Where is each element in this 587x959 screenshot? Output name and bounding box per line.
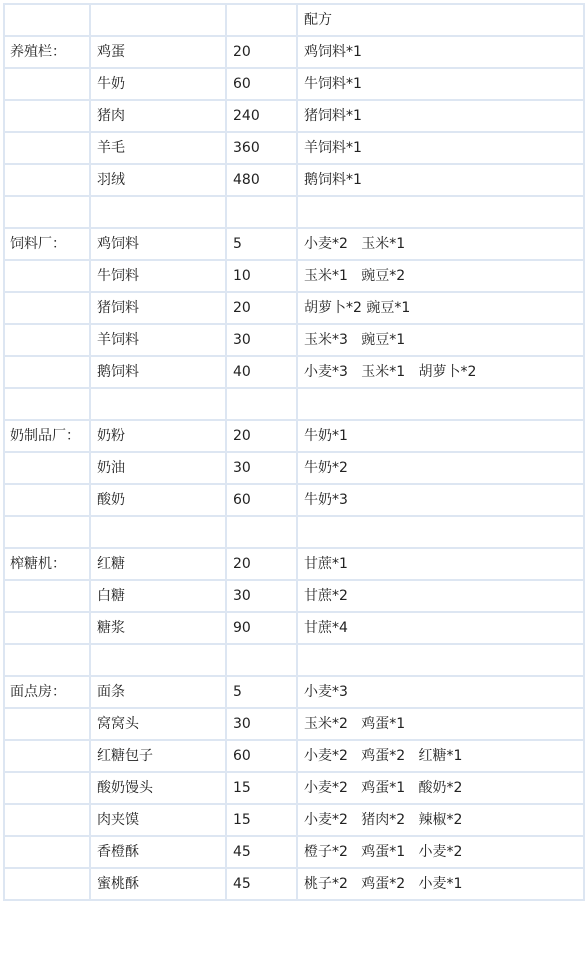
- recipe-cell: 甘蔗*1: [297, 548, 584, 580]
- recipe-cell: 小麦*2 玉米*1: [297, 228, 584, 260]
- table-row: [4, 612, 584, 644]
- table-row: [4, 804, 584, 836]
- table-row: [4, 772, 584, 804]
- value-cell: 10: [226, 260, 297, 292]
- item-cell: 鸡饲料: [90, 228, 226, 260]
- table-row: [4, 292, 584, 324]
- recipe-cell: [297, 196, 584, 228]
- recipe-cell: 小麦*2 鸡蛋*2 红糖*1: [297, 740, 584, 772]
- recipe-cell: 胡萝卜*2 豌豆*1: [297, 292, 584, 324]
- value-cell: 5: [226, 228, 297, 260]
- table-row: [4, 260, 584, 292]
- header-recipe-label: 配方: [297, 4, 584, 36]
- value-cell: [226, 644, 297, 676]
- table-row: [4, 228, 584, 260]
- recipe-cell: 甘蔗*4: [297, 612, 584, 644]
- value-cell: 20: [226, 36, 297, 68]
- category-cell: [4, 484, 90, 516]
- value-cell: [226, 388, 297, 420]
- value-cell: 30: [226, 580, 297, 612]
- category-cell: [4, 580, 90, 612]
- table-row: [4, 868, 584, 900]
- category-cell: [4, 452, 90, 484]
- table-row: [4, 548, 584, 580]
- table-row: [4, 484, 584, 516]
- value-cell: 5: [226, 676, 297, 708]
- item-cell: 奶粉: [90, 420, 226, 452]
- value-cell: 40: [226, 356, 297, 388]
- item-cell: 鹅饲料: [90, 356, 226, 388]
- header-cell-empty: [226, 4, 297, 36]
- item-cell: 羊毛: [90, 132, 226, 164]
- recipe-cell: 牛饲料*1: [297, 68, 584, 100]
- value-cell: 20: [226, 292, 297, 324]
- category-cell: 面点房：: [4, 676, 90, 708]
- item-cell: 猪肉: [90, 100, 226, 132]
- spacer-row: [4, 196, 584, 228]
- value-cell: 240: [226, 100, 297, 132]
- header-cell-empty: [4, 4, 90, 36]
- item-cell: 白糖: [90, 580, 226, 612]
- table-row: [4, 580, 584, 612]
- category-cell: [4, 772, 90, 804]
- recipe-cell: 玉米*2 鸡蛋*1: [297, 708, 584, 740]
- recipe-cell: 牛奶*1: [297, 420, 584, 452]
- spacer-row: [4, 644, 584, 676]
- recipe-cell: 鹅饲料*1: [297, 164, 584, 196]
- category-cell: [4, 292, 90, 324]
- recipe-cell: 小麦*2 猪肉*2 辣椒*2: [297, 804, 584, 836]
- item-cell: 羽绒: [90, 164, 226, 196]
- table-row: [4, 36, 584, 68]
- value-cell: 60: [226, 484, 297, 516]
- table-row: [4, 708, 584, 740]
- category-cell: [4, 196, 90, 228]
- item-cell: 羊饲料: [90, 324, 226, 356]
- header-row: [4, 4, 584, 36]
- item-cell: 香橙酥: [90, 836, 226, 868]
- value-cell: 15: [226, 804, 297, 836]
- item-cell: 鸡蛋: [90, 36, 226, 68]
- category-cell: [4, 388, 90, 420]
- table-row: [4, 324, 584, 356]
- recipe-cell: 桃子*2 鸡蛋*2 小麦*1: [297, 868, 584, 900]
- table-row: [4, 676, 584, 708]
- item-cell: 猪饲料: [90, 292, 226, 324]
- category-cell: [4, 708, 90, 740]
- item-cell: 糖浆: [90, 612, 226, 644]
- value-cell: 30: [226, 452, 297, 484]
- item-cell: 酸奶: [90, 484, 226, 516]
- spacer-row: [4, 388, 584, 420]
- recipe-cell: 甘蔗*2: [297, 580, 584, 612]
- recipe-cell: 橙子*2 鸡蛋*1 小麦*2: [297, 836, 584, 868]
- recipe-cell: [297, 388, 584, 420]
- recipe-cell: 猪饲料*1: [297, 100, 584, 132]
- value-cell: 45: [226, 836, 297, 868]
- item-cell: [90, 196, 226, 228]
- category-cell: [4, 836, 90, 868]
- recipe-cell: 小麦*2 鸡蛋*1 酸奶*2: [297, 772, 584, 804]
- category-cell: [4, 100, 90, 132]
- value-cell: 30: [226, 708, 297, 740]
- recipe-cell: 小麦*3 玉米*1 胡萝卜*2: [297, 356, 584, 388]
- category-cell: [4, 740, 90, 772]
- value-cell: 30: [226, 324, 297, 356]
- spacer-row: [4, 516, 584, 548]
- category-cell: [4, 516, 90, 548]
- item-cell: 奶油: [90, 452, 226, 484]
- item-cell: 肉夹馍: [90, 804, 226, 836]
- category-cell: [4, 68, 90, 100]
- table-row: [4, 356, 584, 388]
- value-cell: 60: [226, 68, 297, 100]
- value-cell: 45: [226, 868, 297, 900]
- item-cell: 牛饲料: [90, 260, 226, 292]
- recipe-cell: 牛奶*3: [297, 484, 584, 516]
- value-cell: 20: [226, 548, 297, 580]
- category-cell: [4, 612, 90, 644]
- category-cell: 养殖栏：: [4, 36, 90, 68]
- recipe-cell: 鸡饲料*1: [297, 36, 584, 68]
- table-row: [4, 452, 584, 484]
- value-cell: [226, 516, 297, 548]
- item-cell: 窝窝头: [90, 708, 226, 740]
- table-row: [4, 420, 584, 452]
- value-cell: [226, 196, 297, 228]
- recipe-table: [3, 3, 585, 901]
- category-cell: [4, 804, 90, 836]
- category-cell: 榨糖机：: [4, 548, 90, 580]
- category-cell: 奶制品厂：: [4, 420, 90, 452]
- recipe-cell: 玉米*1 豌豆*2: [297, 260, 584, 292]
- table-row: [4, 740, 584, 772]
- table-row: [4, 68, 584, 100]
- item-cell: [90, 516, 226, 548]
- category-cell: [4, 324, 90, 356]
- table-row: [4, 132, 584, 164]
- table-row: [4, 100, 584, 132]
- value-cell: 20: [226, 420, 297, 452]
- value-cell: 480: [226, 164, 297, 196]
- value-cell: 360: [226, 132, 297, 164]
- recipe-cell: 玉米*3 豌豆*1: [297, 324, 584, 356]
- table-row: [4, 164, 584, 196]
- recipe-cell: [297, 644, 584, 676]
- category-cell: [4, 868, 90, 900]
- category-cell: [4, 132, 90, 164]
- category-cell: [4, 164, 90, 196]
- recipe-cell: 羊饲料*1: [297, 132, 584, 164]
- header-cell-empty: [90, 4, 226, 36]
- table-row: [4, 836, 584, 868]
- value-cell: 15: [226, 772, 297, 804]
- item-cell: 红糖: [90, 548, 226, 580]
- item-cell: 面条: [90, 676, 226, 708]
- item-cell: 蜜桃酥: [90, 868, 226, 900]
- item-cell: 酸奶馒头: [90, 772, 226, 804]
- category-cell: [4, 260, 90, 292]
- value-cell: 90: [226, 612, 297, 644]
- item-cell: 红糖包子: [90, 740, 226, 772]
- recipe-table-body: [4, 4, 584, 900]
- recipe-cell: [297, 516, 584, 548]
- item-cell: [90, 644, 226, 676]
- value-cell: 60: [226, 740, 297, 772]
- recipe-cell: 牛奶*2: [297, 452, 584, 484]
- category-cell: [4, 356, 90, 388]
- item-cell: 牛奶: [90, 68, 226, 100]
- category-cell: [4, 644, 90, 676]
- recipe-cell: 小麦*3: [297, 676, 584, 708]
- category-cell: 饲料厂：: [4, 228, 90, 260]
- item-cell: [90, 388, 226, 420]
